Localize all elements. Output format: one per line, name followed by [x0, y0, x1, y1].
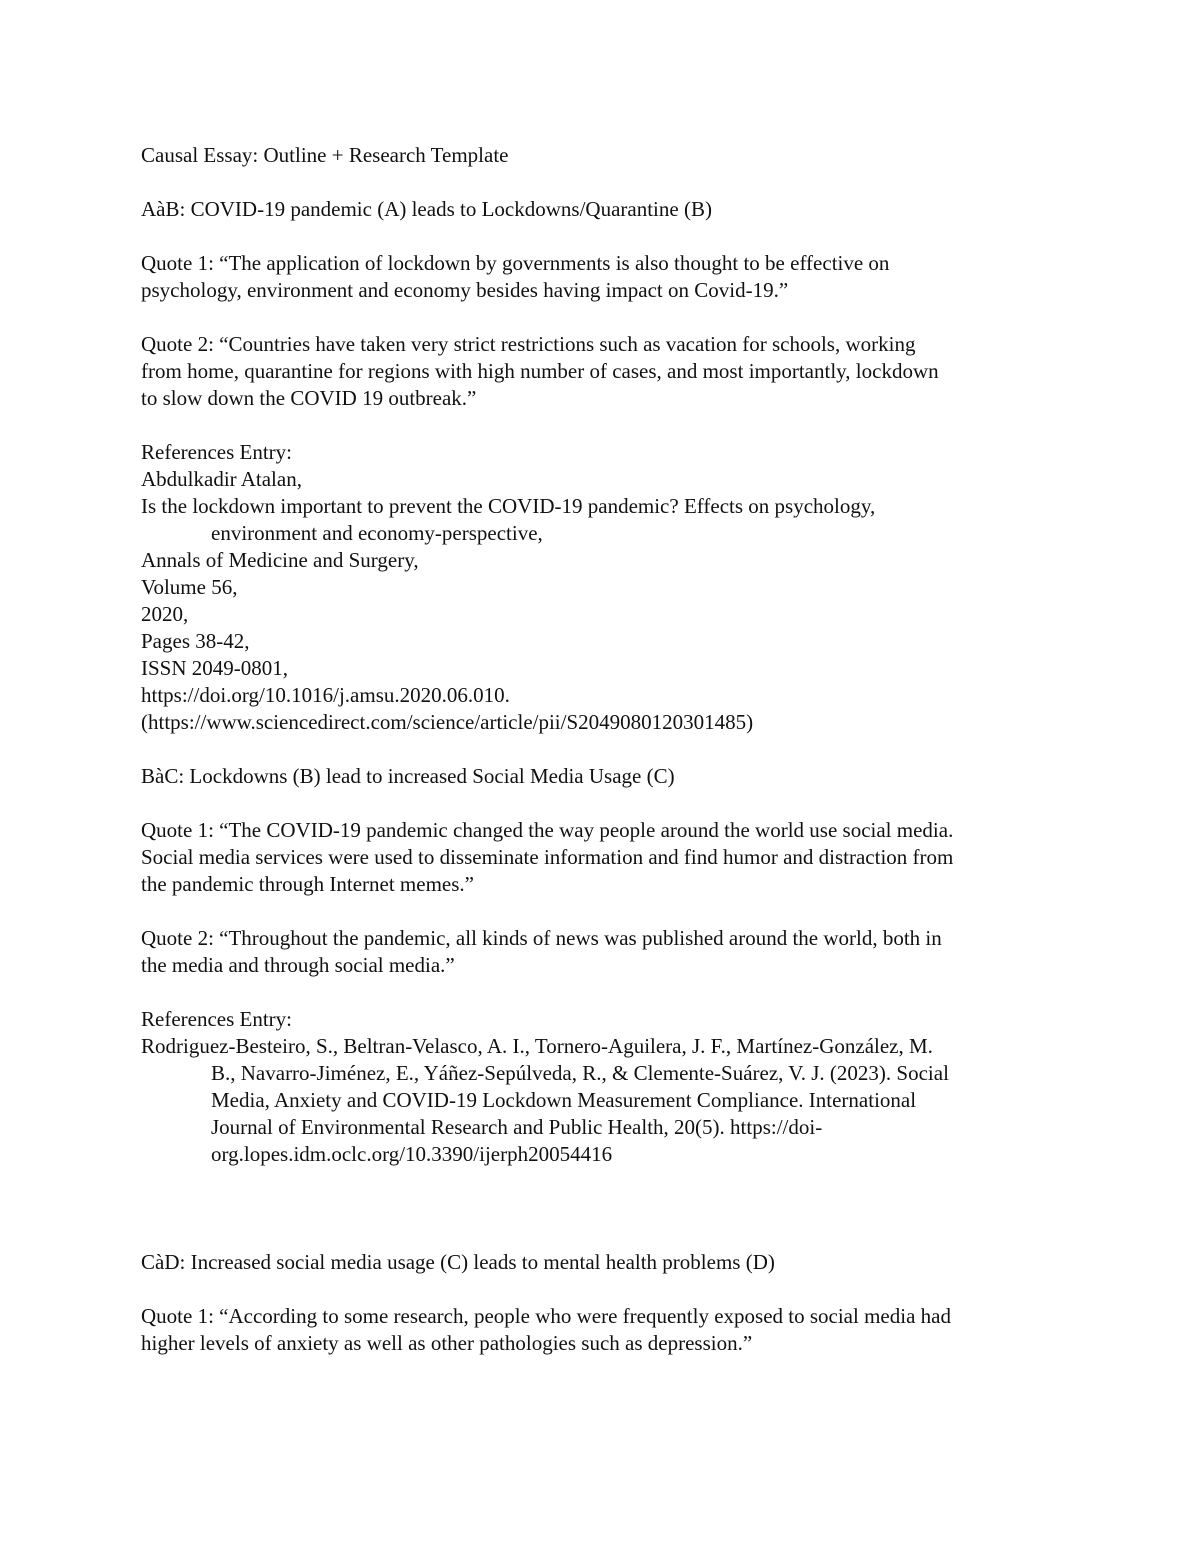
quote-line: Quote 1: “The COVID-19 pandemic changed the way people around the world use social media. — [141, 818, 954, 842]
quote-line: higher levels of anxiety as well as other pathologies such as depression.” — [141, 1331, 753, 1355]
quote-line: Quote 2: “Throughout the pandemic, all kinds of news was published around the world, both in — [141, 926, 942, 950]
reference-author: Abdulkadir Atalan, — [141, 467, 302, 491]
reference-line: Media, Anxiety and COVID-19 Lockdown Measurement Compliance. International — [211, 1088, 917, 1112]
quote-line: Quote 1: “According to some research, people who were frequently exposed to social media had — [141, 1304, 951, 1328]
reference-url: (https://www.sciencedirect.com/science/article/pii/S2049080120301485) — [141, 710, 754, 734]
spacer — [141, 979, 1071, 1006]
section-bc-quote-1 — [141, 817, 1071, 898]
reference-pages: Pages 38-42, — [141, 629, 250, 653]
section-bc-quote-2 — [141, 925, 1071, 979]
quote-line: Quote 1: “The application of lockdown by governments is also thought to be effective on — [141, 251, 890, 275]
document-title: Causal Essay: Outline + Research Template — [141, 143, 509, 167]
quote-line: the pandemic through Internet memes.” — [141, 872, 474, 896]
reference-line: Rodriguez-Besteiro, S., Beltran-Velasco, A. I., Tornero-Aguilera, J. F., Martínez-González, M. — [141, 1034, 933, 1058]
spacer — [141, 304, 1071, 331]
section-cd-heading: CàD: Increased social media usage (C) leads to mental health problems (D) — [141, 1250, 775, 1274]
reference-issn: ISSN 2049-0801, — [141, 656, 289, 680]
reference-doi: https://doi.org/10.1016/j.amsu.2020.06.010. — [141, 683, 510, 707]
spacer — [141, 223, 1071, 250]
reference-entry-bc — [141, 1033, 1071, 1168]
quote-line: psychology, environment and economy besides having impact on Covid-19.” — [141, 278, 789, 302]
spacer — [141, 898, 1071, 925]
spacer — [141, 790, 1071, 817]
section-bc-heading: BàC: Lockdowns (B) lead to increased Social Media Usage (C) — [141, 764, 675, 788]
section-ab-quote-2 — [141, 331, 1071, 412]
spacer — [141, 1168, 1071, 1249]
references-label: References Entry: — [141, 440, 293, 464]
quote-line: Social media services were used to disseminate information and find humor and distraction from — [141, 845, 954, 869]
references-label: References Entry: — [141, 1007, 293, 1031]
reference-line: org.lopes.idm.oclc.org/10.3390/ijerph20054416 — [211, 1142, 613, 1166]
reference-title: Is the lockdown important to prevent the COVID-19 pandemic? Effects on psychology, — [141, 494, 876, 518]
section-cd-quote-1 — [141, 1303, 1071, 1357]
reference-volume: Volume 56, — [141, 575, 238, 599]
section-ab-heading: AàB: COVID-19 pandemic (A) leads to Lockdowns/Quarantine (B) — [141, 197, 712, 221]
section-ab-quote-1 — [141, 250, 1071, 304]
reference-entry-ab — [141, 466, 1071, 736]
reference-line: Journal of Environmental Research and Public Health, 20(5). https://doi- — [211, 1115, 823, 1139]
spacer — [141, 1276, 1071, 1303]
quote-line: Quote 2: “Countries have taken very strict restrictions such as vacation for schools, working — [141, 332, 916, 356]
quote-line: from home, quarantine for regions with high number of cases, and most importantly, lockdown — [141, 359, 939, 383]
reference-journal: Annals of Medicine and Surgery, — [141, 548, 419, 572]
quote-line: to slow down the COVID 19 outbreak.” — [141, 386, 477, 410]
reference-title-continued: environment and economy-perspective, — [211, 521, 543, 545]
spacer — [141, 169, 1071, 196]
quote-line: the media and through social media.” — [141, 953, 455, 977]
spacer — [141, 736, 1071, 763]
reference-year: 2020, — [141, 602, 189, 626]
reference-line: B., Navarro-Jiménez, E., Yáñez-Sepúlveda, R., & Clemente-Suárez, V. J. (2023). Social — [211, 1061, 949, 1085]
spacer — [141, 412, 1071, 439]
document-body — [141, 142, 1071, 1357]
